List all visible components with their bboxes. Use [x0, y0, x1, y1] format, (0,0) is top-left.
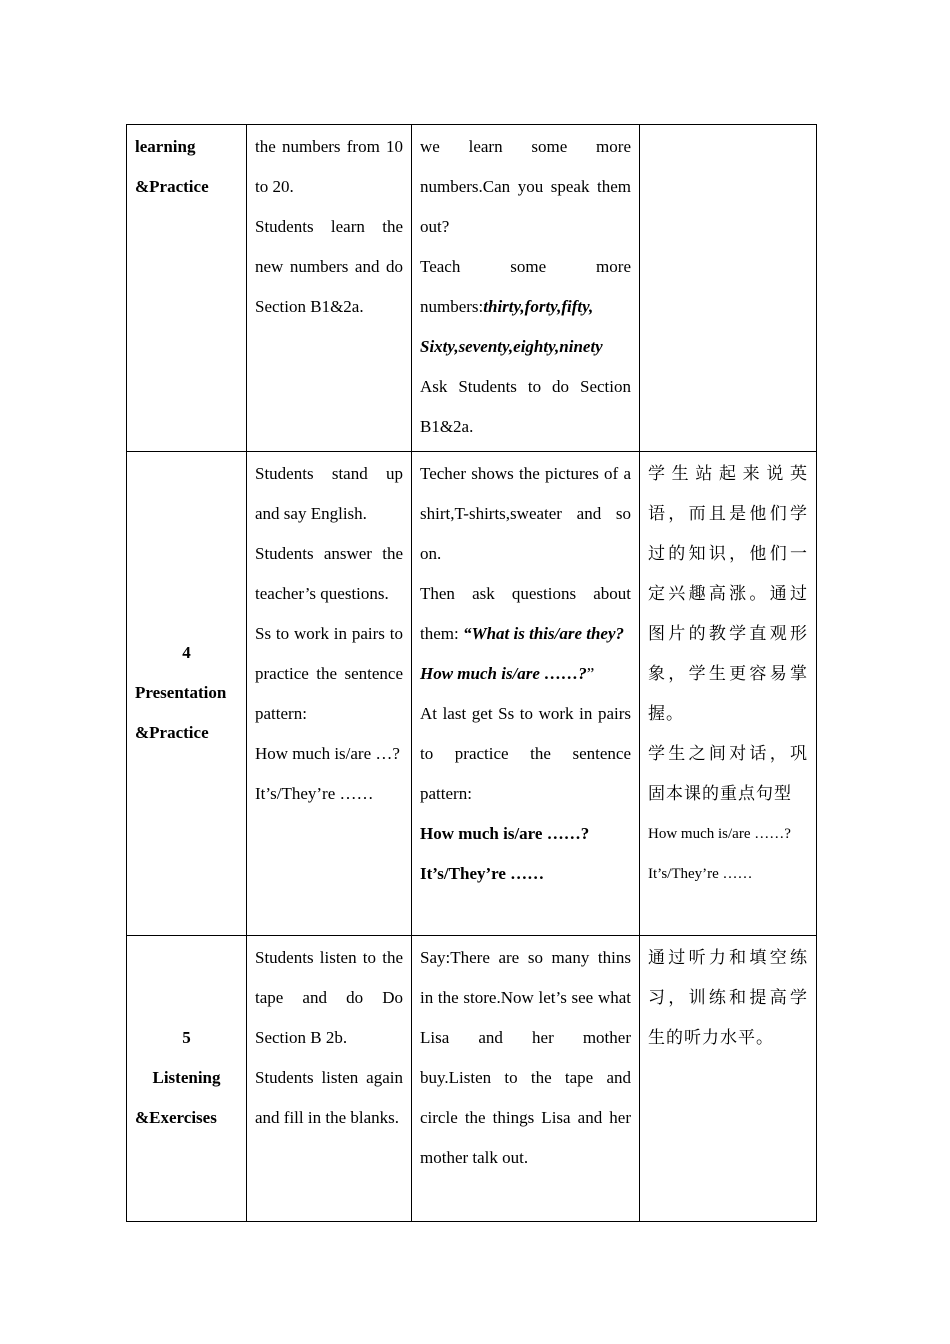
students-activity: It’s/They’re ……: [255, 784, 374, 803]
teacher-activity: [420, 654, 631, 694]
stage-label: learning: [135, 137, 196, 156]
stage-number: 4: [182, 642, 191, 662]
teacher-activity-cell: [412, 125, 640, 452]
table-row: [127, 452, 817, 936]
teacher-text: Teach some more numbers:: [420, 257, 631, 316]
purpose-text: How much is/are ……?: [648, 826, 791, 842]
stage-cell: [127, 452, 247, 936]
purpose-cell: [640, 452, 817, 936]
students-activity-cell: [247, 125, 412, 452]
purpose-cell: [640, 936, 817, 1222]
stage-label: &Practice: [135, 177, 209, 196]
students-activity: the numbers from 10 to 20.: [255, 137, 403, 196]
students-activity: Students listen to the tape and do Do Section B 2b.: [255, 948, 403, 1047]
stage-cell: [127, 936, 247, 1222]
teacher-activity: [420, 574, 631, 654]
teacher-text: Then ask questions about them:: [420, 584, 631, 643]
teacher-activity: Ask Students to do Section B1&2a.: [420, 377, 631, 436]
stage-label: &Practice: [135, 722, 209, 742]
teacher-activity-cell: [412, 452, 640, 936]
teacher-activity: [420, 247, 631, 367]
purpose-text: 学生之间对话，巩固本课的重点句型: [648, 744, 808, 804]
teacher-emphasis: “What is this/are they?: [462, 624, 625, 643]
teacher-activity-cell: [412, 936, 640, 1222]
stage-label: Listening: [152, 1067, 221, 1087]
students-activity: Students learn the new numbers and do Section B1&2a.: [255, 217, 403, 316]
teacher-activity: Say:There are so many thins in the store.Now let’s see what Lisa and her mother buy.Listen to the tape and circle the things Lisa and her mother talk out.: [420, 948, 631, 1167]
teacher-emphasis: How much is/are ……?: [420, 664, 587, 683]
students-activity-cell: [247, 936, 412, 1222]
teacher-activity: we learn some more numbers.Can you speak them out?: [420, 137, 631, 236]
teacher-activity: Techer shows the pictures of a shirt,T-shirts,sweater and so on.: [420, 464, 631, 563]
purpose-text: 学生站起来说英语，而且是他们学过的知识，他们一定兴趣高涨。通过图片的教学直观形象，学生更容易掌握。: [648, 464, 808, 724]
table-row: [127, 936, 817, 1222]
students-activity: Students listen again and fill in the blanks.: [255, 1068, 403, 1127]
students-activity: How much is/are …?: [255, 744, 400, 763]
stage-number: 5: [182, 1027, 191, 1047]
students-activity: Students stand up and say English.: [255, 464, 403, 523]
teacher-text: ”: [586, 664, 595, 683]
stage-cell: [127, 125, 247, 452]
teacher-emphasis: thirty,forty,fifty, Sixty,seventy,eighty,ninety: [420, 297, 603, 356]
lesson-plan-table: [126, 124, 817, 1222]
students-activity: Ss to work in pairs to practice the sentence pattern:: [255, 624, 403, 723]
teacher-activity: How much is/are ……?: [420, 824, 590, 843]
students-activity-cell: [247, 452, 412, 936]
purpose-text: It’s/They’re ……: [648, 866, 753, 882]
stage-label: Presentation: [135, 682, 227, 702]
teacher-activity: It’s/They’re ……: [420, 864, 545, 883]
table-row: [127, 125, 817, 452]
teacher-activity: At last get Ss to work in pairs to practice the sentence pattern:: [420, 704, 631, 803]
purpose-cell: [640, 125, 817, 452]
purpose-text: 通过听力和填空练习，训练和提高学生的听力水平。: [648, 948, 808, 1048]
students-activity: Students answer the teacher’s questions.: [255, 544, 403, 603]
stage-label: &Exercises: [135, 1107, 217, 1127]
